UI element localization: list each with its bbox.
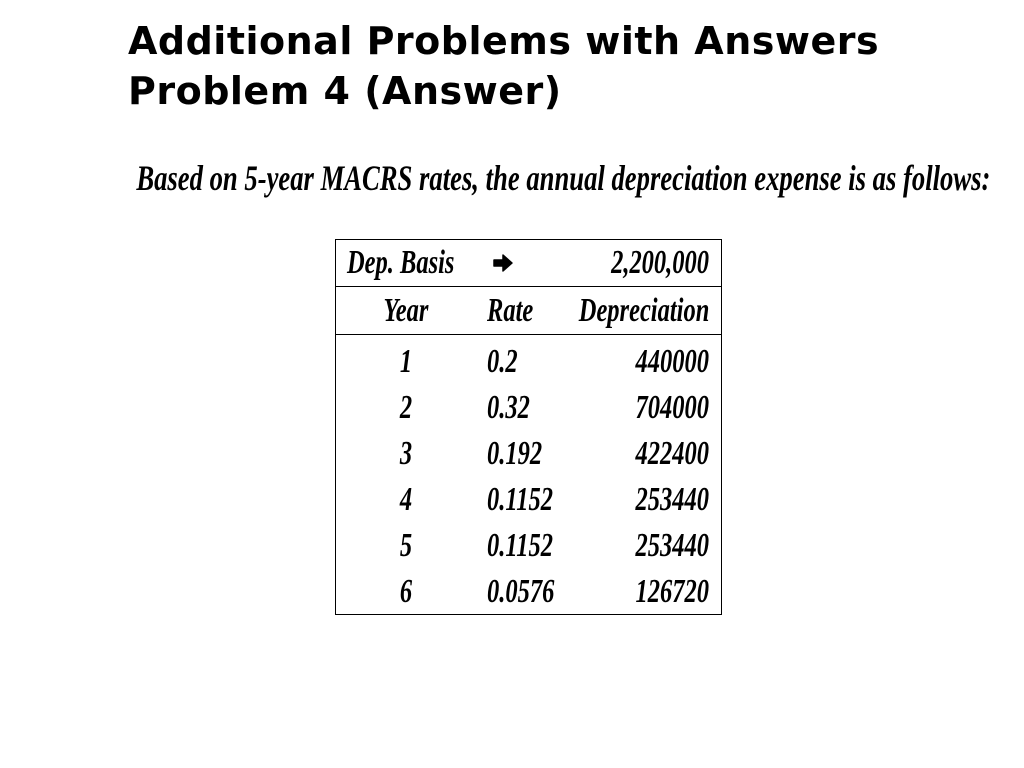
title-line-2: Problem 4 (Answer) <box>128 69 562 113</box>
rate-cell: 0.0576 <box>487 573 555 610</box>
table-row <box>336 385 721 431</box>
header-depreciation: Depreciation <box>578 292 709 329</box>
depreciation-cell: 704000 <box>635 389 709 426</box>
table-row <box>336 523 721 569</box>
table-row <box>336 431 721 477</box>
depreciation-cell: 126720 <box>635 573 709 610</box>
basis-row <box>336 240 721 287</box>
year-cell: 5 <box>399 527 413 564</box>
year-cell: 2 <box>399 389 413 426</box>
rate-cell: 0.1152 <box>487 481 553 518</box>
header-year: Year <box>383 292 429 329</box>
depreciation-cell: 422400 <box>635 435 709 472</box>
year-cell: 3 <box>399 435 413 472</box>
header-rate: Rate <box>487 292 534 329</box>
depreciation-cell: 253440 <box>635 481 709 518</box>
table-row <box>336 477 721 523</box>
depreciation-cell: 253440 <box>635 527 709 564</box>
intro-text: Based on 5-year MACRS rates, the annual depreciation expense is as follows: <box>136 158 991 198</box>
rate-cell: 0.32 <box>487 389 530 426</box>
table-row <box>336 569 721 615</box>
depreciation-cell: 440000 <box>635 343 709 380</box>
year-cell: 4 <box>399 481 413 518</box>
rate-cell: 0.1152 <box>487 527 553 564</box>
year-cell: 1 <box>399 343 413 380</box>
depreciation-table <box>335 239 722 615</box>
rate-cell: 0.2 <box>487 343 518 380</box>
rate-cell: 0.192 <box>487 435 543 472</box>
slide-title <box>128 16 879 116</box>
table-row <box>336 339 721 385</box>
right-arrow-icon <box>490 240 520 286</box>
basis-value: 2,200,000 <box>611 244 709 281</box>
header-row <box>336 288 721 335</box>
basis-label: Dep. Basis <box>347 244 455 281</box>
year-cell: 6 <box>399 573 413 610</box>
title-line-1: Additional Problems with Answers <box>128 19 880 63</box>
